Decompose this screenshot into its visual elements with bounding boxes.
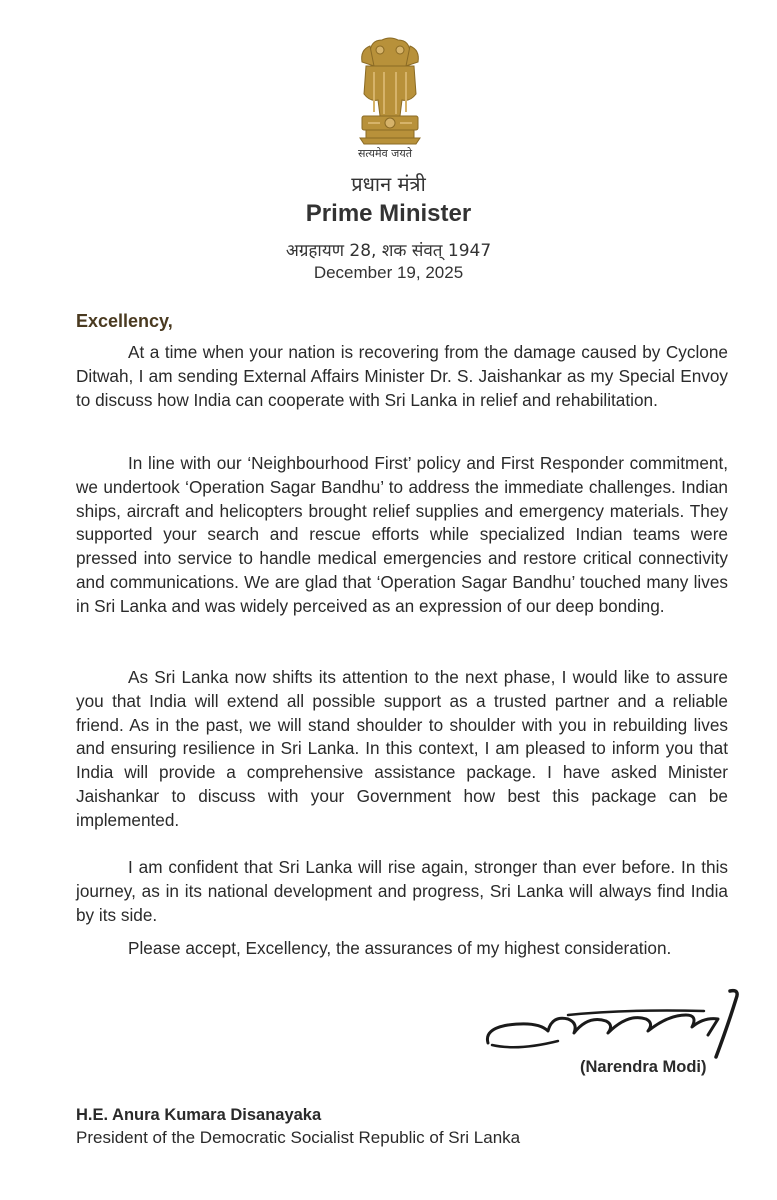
paragraph-2: In line with our ‘Neighbourhood First’ policy and First Responder commitment, we undertook ‘Operation Sagar Bandhu’ to address the immediate challenges. Indian ships, aircraft and helicopters brought relief supplies and emergency materials. They supported your search and rescue efforts while specialized Indian teams were pressed into service to handle medical emergencies and restore critical connectivity and communications. We are glad that ‘Operation Sagar Bandhu’ touched many lives in Sri Lanka and was widely perceived as an expression of our deep bonding.	[76, 453, 728, 616]
paragraph-1: At a time when your nation is recovering from the damage caused by Cyclone Ditwah, I am sending External Affairs Minister Dr. S. Jaishankar as my Special Envoy to discuss how India can cooperate with Sri Lanka in relief and rehabilitation.	[76, 342, 728, 410]
date-hindi: अग्रहायण 28, शक संवत् 1947	[285, 241, 492, 261]
recipient-title: President of the Democratic Socialist Republic of Sri Lanka	[76, 1128, 521, 1147]
office-title-hindi: प्रधान मंत्री	[351, 172, 426, 196]
office-title-english: Prime Minister	[305, 200, 472, 227]
signatory-name: (Narendra Modi)	[580, 1058, 707, 1076]
signature-icon	[478, 985, 748, 1060]
salutation: Excellency,	[76, 311, 173, 331]
date-english: December 19, 2025	[313, 263, 464, 282]
paragraph-5: Please accept, Excellency, the assurances of my highest consideration.	[128, 938, 672, 958]
recipient-name: H.E. Anura Kumara Disanayaka	[76, 1106, 322, 1124]
paragraph-3: As Sri Lanka now shifts its attention to the next phase, I would like to assure you that India will extend all possible support as a trusted partner and a reliable friend. As in the past, we will stand shoulder to shoulder with you in rebuilding lives and ensuring resilience in Sri Lanka. In this context, I am pleased to inform you that India will provide a comprehensive assistance package. I have asked Minister Jaishankar to discuss with your Government how best this package can be implemented.	[76, 667, 728, 830]
paragraph-4: I am confident that Sri Lanka will rise again, stronger than ever before. In this journey, as in its national development and progress, Sri Lanka will always find India by its side.	[76, 857, 728, 925]
emblem-motto: सत्यमेव जयते	[357, 147, 412, 160]
